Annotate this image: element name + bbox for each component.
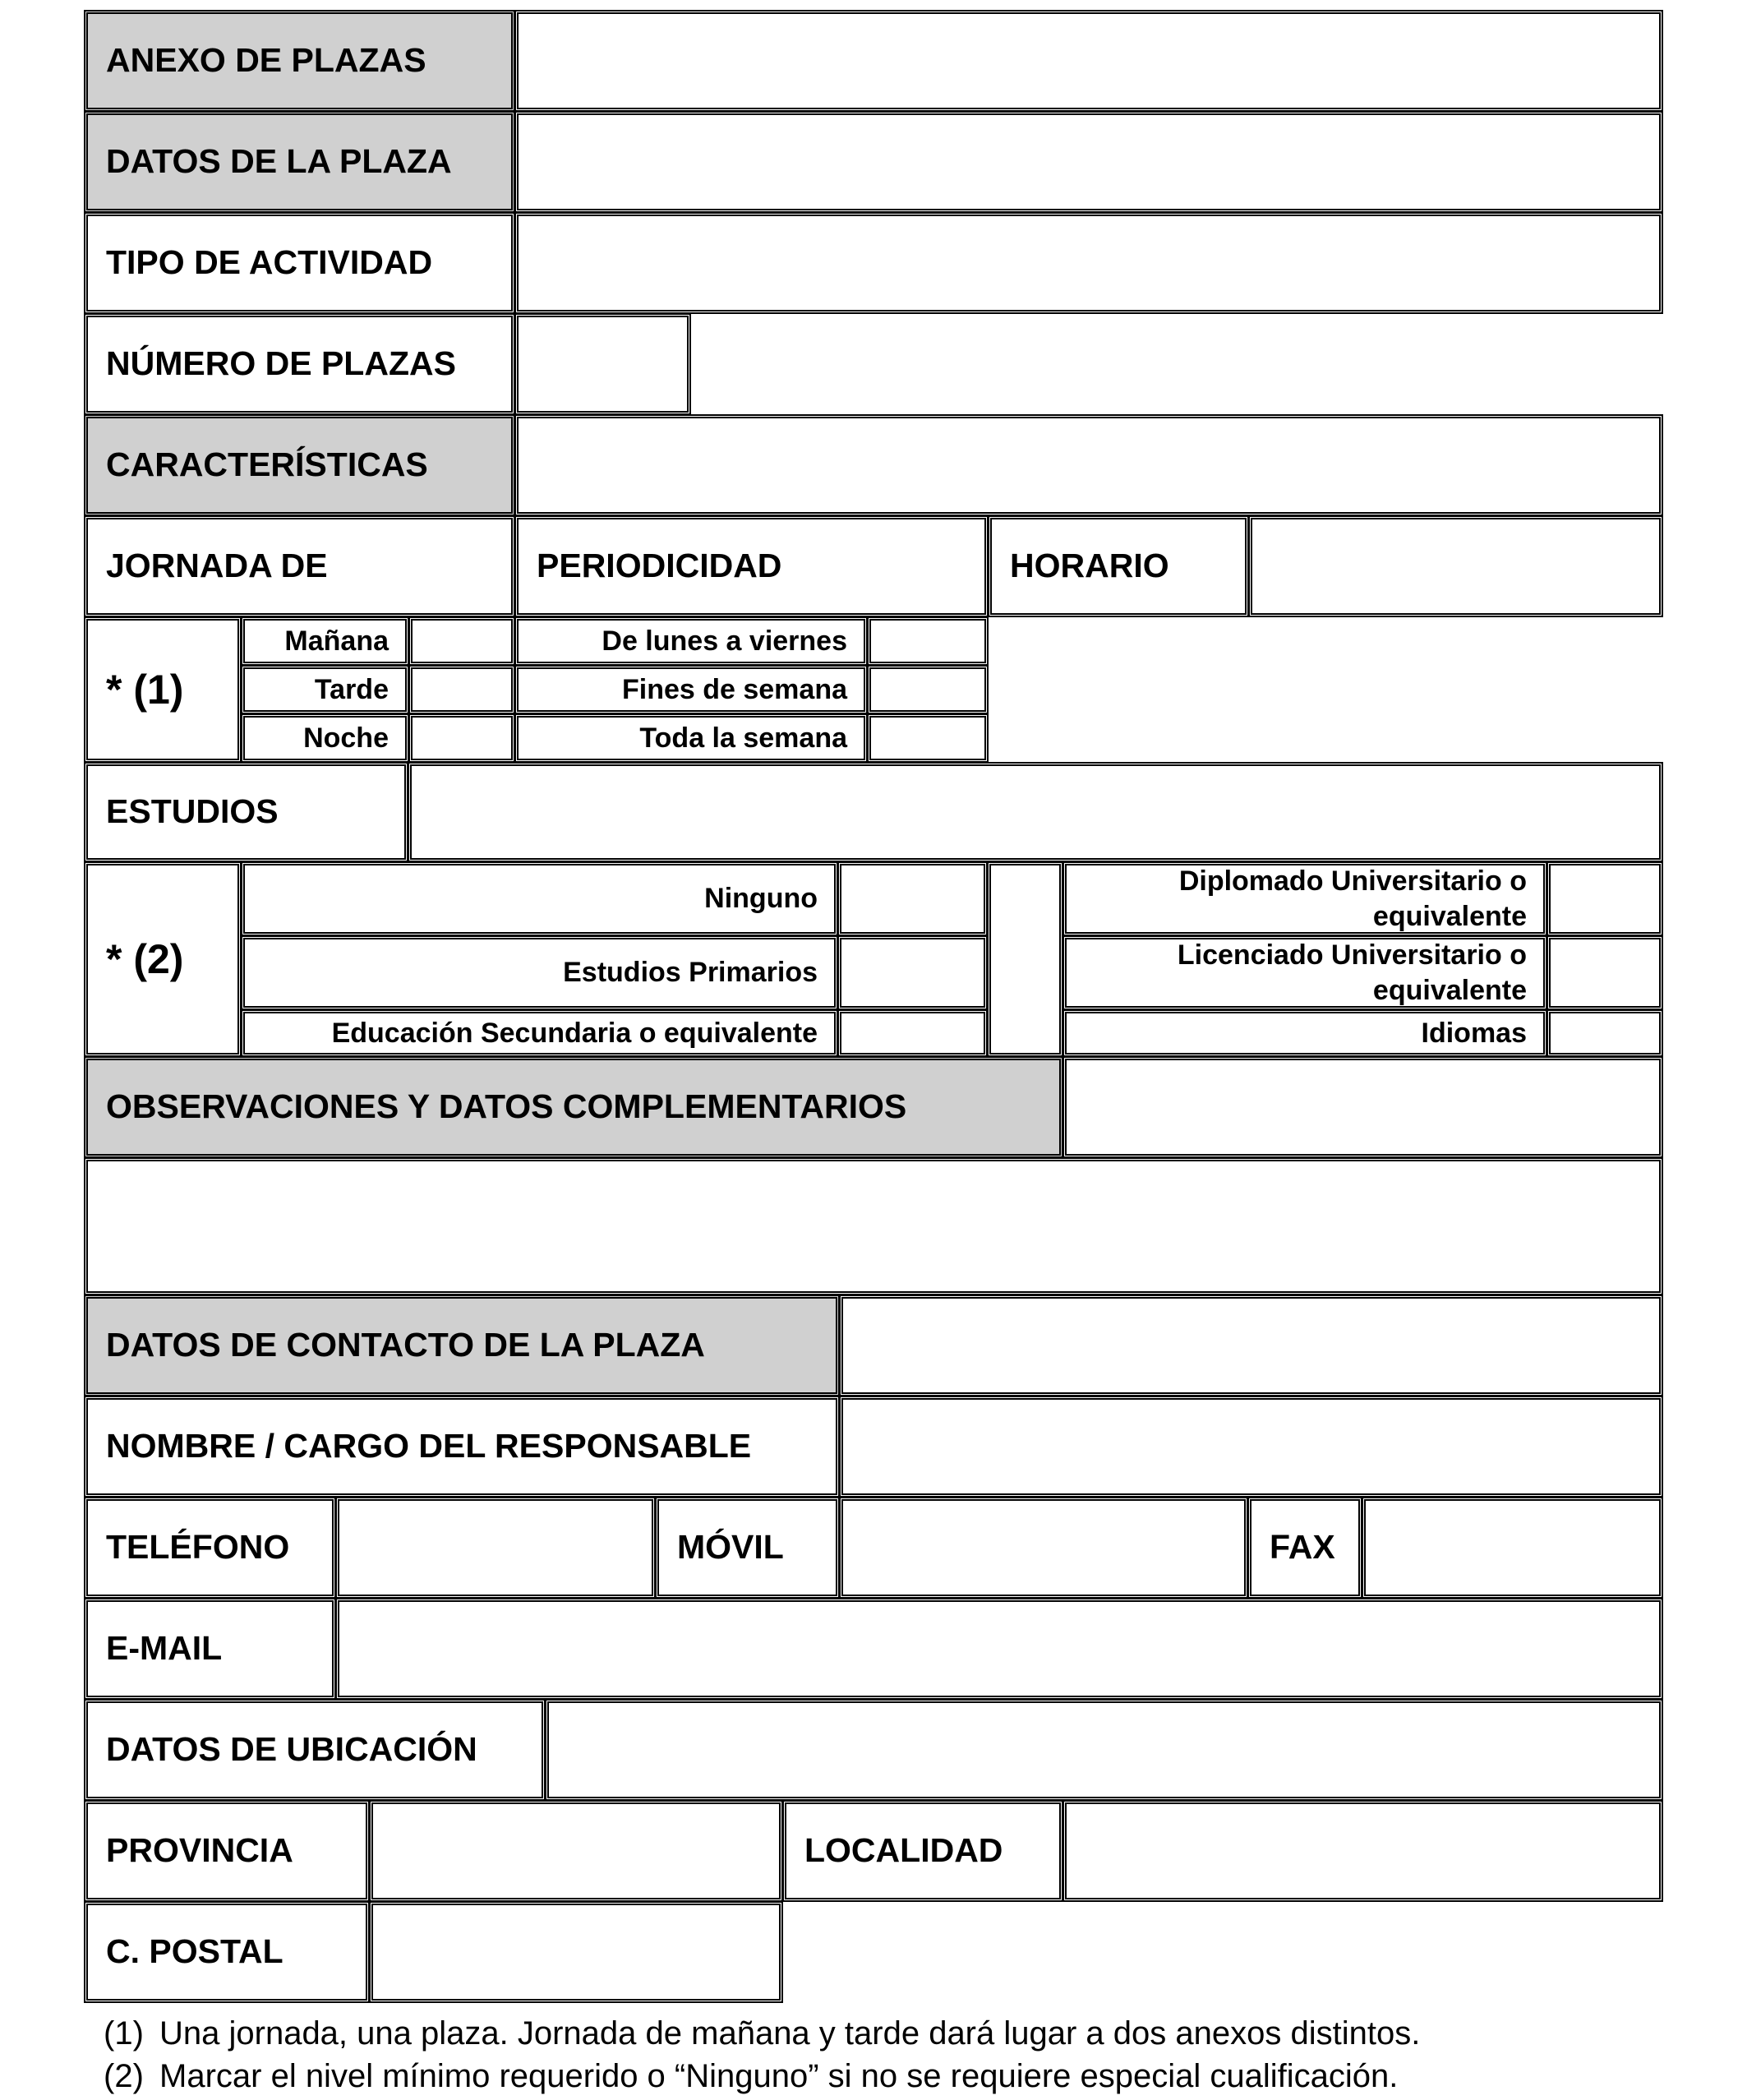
study-secondary-checkbox[interactable] — [837, 1009, 988, 1057]
places-count-label: NÚMERO DE PLAZAS — [84, 313, 515, 415]
schedule-label: HORARIO — [988, 515, 1249, 617]
location-field[interactable] — [545, 1699, 1663, 1801]
mobile-label: MÓVIL — [655, 1497, 840, 1599]
footnote-2 — [104, 2055, 1420, 2098]
contact-heading: DATOS DE CONTACTO DE LA PLAZA — [84, 1295, 840, 1396]
frequency-option-weekends: Fines de semana — [514, 665, 868, 714]
shift-afternoon-checkbox[interactable] — [408, 665, 515, 714]
frequency-weekdays-checkbox[interactable] — [867, 616, 989, 666]
activity-type-label: TIPO DE ACTIVIDAD — [84, 212, 515, 314]
fax-label: FAX — [1247, 1497, 1362, 1599]
fax-field[interactable] — [1362, 1497, 1663, 1599]
phone-label: TELÉFONO — [84, 1497, 336, 1599]
activity-type-field[interactable] — [514, 212, 1663, 314]
plaza-data-heading: DATOS DE LA PLAZA — [84, 111, 515, 213]
places-count-field[interactable] — [514, 313, 691, 415]
contact-field[interactable] — [839, 1295, 1663, 1396]
footnote-2-marker: (2) — [104, 2058, 144, 2094]
frequency-option-all-week: Toda la semana — [514, 713, 868, 763]
town-field[interactable] — [1062, 1800, 1663, 1902]
shift-label: JORNADA DE — [84, 515, 515, 617]
annex-title-field[interactable] — [514, 10, 1663, 112]
email-label: E-MAIL — [84, 1598, 336, 1700]
plaza-data-field[interactable] — [514, 111, 1663, 213]
observations-textarea[interactable] — [84, 1157, 1663, 1295]
province-field[interactable] — [369, 1800, 783, 1902]
postal-code-label: C. POSTAL — [84, 1901, 370, 2003]
footnote-1 — [104, 2012, 1420, 2055]
characteristics-field[interactable] — [514, 414, 1663, 516]
studies-label: ESTUDIOS — [84, 762, 408, 862]
observations-heading: OBSERVACIONES Y DATOS COMPLEMENTARIOS — [84, 1056, 1063, 1158]
characteristics-heading: CARACTERÍSTICAS — [84, 414, 515, 516]
email-field[interactable] — [335, 1598, 1663, 1700]
footnotes — [104, 2012, 1420, 2098]
footnote-marker-2: * (2) — [84, 861, 242, 1057]
shift-night-checkbox[interactable] — [408, 713, 515, 763]
study-option-secondary: Educación Secundaria o equivalente — [241, 1009, 838, 1057]
town-label: LOCALIDAD — [782, 1800, 1063, 1902]
shift-option-night: Noche — [241, 713, 409, 763]
shift-morning-checkbox[interactable] — [408, 616, 515, 666]
frequency-option-weekdays: De lunes a viernes — [514, 616, 868, 666]
shift-option-morning: Mañana — [241, 616, 409, 666]
annex-title-label: ANEXO DE PLAZAS — [84, 10, 515, 112]
study-diploma-checkbox[interactable] — [1546, 861, 1663, 936]
study-option-none: Ninguno — [241, 861, 838, 936]
phone-field[interactable] — [335, 1497, 656, 1599]
location-label: DATOS DE UBICACIÓN — [84, 1699, 546, 1801]
shift-option-afternoon: Tarde — [241, 665, 409, 714]
study-none-checkbox[interactable] — [837, 861, 988, 936]
frequency-all-week-checkbox[interactable] — [867, 713, 989, 763]
study-option-degree: Licenciado Universitario o equivalente — [1062, 935, 1547, 1010]
study-option-languages: Idiomas — [1062, 1009, 1547, 1057]
footnote-2-text: Marcar el nivel mínimo requerido o “Ninguno” si no se requiere especial cualificación. — [159, 2058, 1399, 2094]
schedule-field[interactable] — [1248, 515, 1663, 617]
observations-side-field[interactable] — [1062, 1056, 1663, 1158]
study-primary-checkbox[interactable] — [837, 935, 988, 1010]
study-languages-checkbox[interactable] — [1546, 1009, 1663, 1057]
study-option-primary: Estudios Primarios — [241, 935, 838, 1010]
studies-spacer — [987, 861, 1063, 1057]
study-option-diploma: Diplomado Universitario o equivalente — [1062, 861, 1547, 936]
mobile-field[interactable] — [839, 1497, 1248, 1599]
frequency-label: PERIODICIDAD — [514, 515, 989, 617]
frequency-weekends-checkbox[interactable] — [867, 665, 989, 714]
footnote-1-text: Una jornada, una plaza. Jornada de mañana y tarde dará lugar a dos anexos distintos. — [159, 2015, 1421, 2052]
province-label: PROVINCIA — [84, 1800, 370, 1902]
manager-field[interactable] — [839, 1396, 1663, 1498]
postal-code-field[interactable] — [369, 1901, 783, 2003]
footnote-1-marker: (1) — [104, 2015, 144, 2052]
studies-field[interactable] — [408, 762, 1663, 862]
footnote-marker-1: * (1) — [84, 616, 242, 763]
manager-label: NOMBRE / CARGO DEL RESPONSABLE — [84, 1396, 840, 1498]
study-degree-checkbox[interactable] — [1546, 935, 1663, 1010]
